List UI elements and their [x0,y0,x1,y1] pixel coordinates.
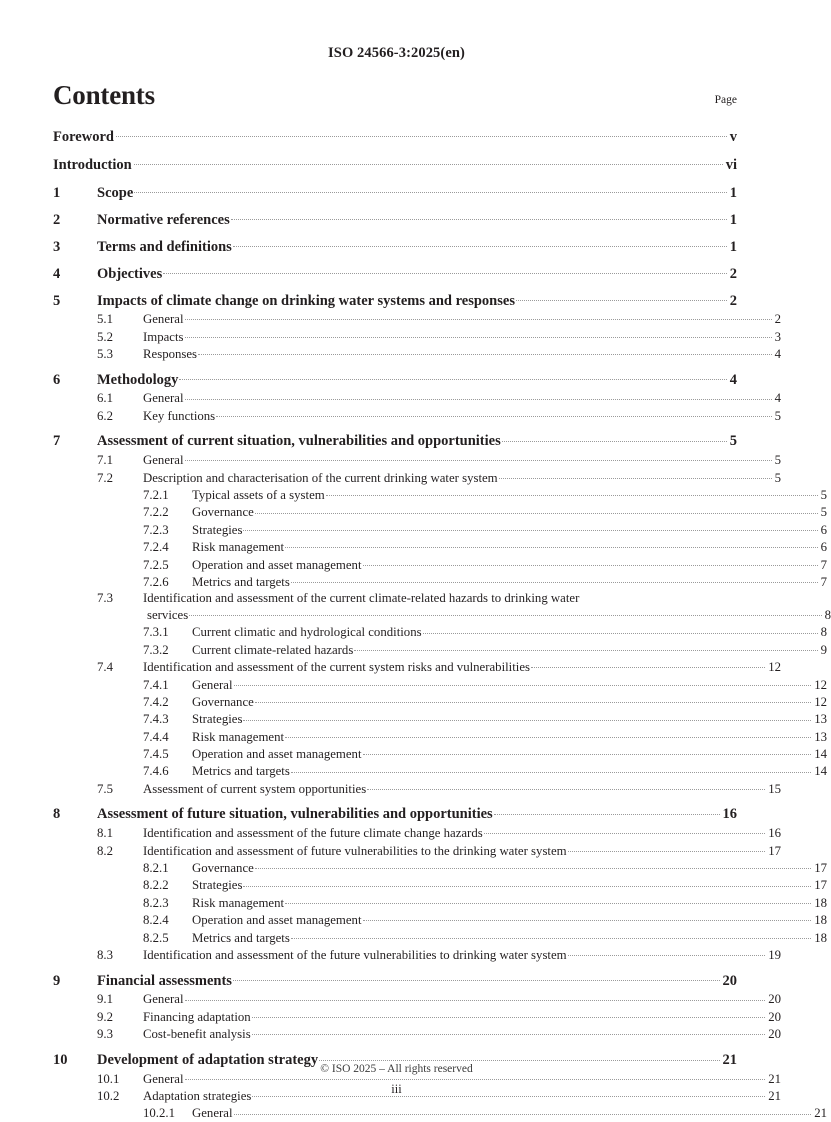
toc-leader-dots [484,824,766,837]
toc-entry-page: 5 [774,453,781,468]
toc-entry-label: Current climatic and hydrological conditions [192,625,422,640]
toc-leader-dots [363,911,812,924]
toc-entry-number: 8.2.2 [143,878,169,893]
toc-entry[interactable] [53,390,781,407]
toc-entry-label: Normative references [97,211,230,228]
toc-entry-page: 20 [768,1027,781,1042]
toc-entry-number: 4 [53,265,61,282]
toc-leader-dots [285,894,811,907]
toc-leader-dots [502,431,727,446]
toc-entry-number: 7.4.2 [143,694,169,709]
toc-leader-dots [285,538,818,551]
toc-entry[interactable] [53,431,737,452]
toc-leader-dots [367,780,765,793]
toc-entry-label: Strategies [192,522,243,537]
page-title: Contents [53,80,155,110]
toc-entry-label: Operation and asset management [192,747,362,762]
toc-leader-dots [499,469,772,482]
toc-entry-page: 21 [722,1051,737,1068]
toc-entry[interactable] [53,624,827,641]
toc-entry-number: 6.2 [97,408,113,423]
toc-leader-dots [116,126,727,141]
toc-entry-label: Financing adaptation [143,1009,251,1024]
toc-entry-page: 6 [820,522,827,537]
toc-entry-page: 7 [820,574,827,589]
toc-entry-number: 5.2 [97,329,113,344]
toc-entry[interactable] [53,469,781,486]
toc-entry-label: Risk management [192,540,285,555]
toc-entry-label: Key functions [143,408,216,423]
toc-entry-label: Foreword [53,128,114,145]
toc-entry-page: 16 [768,826,781,841]
toc-entry-label: Typical assets of a system [192,488,325,503]
toc-entry-label: Terms and definitions [97,238,232,255]
toc-entry-label: Operation and asset management [192,913,362,928]
toc-entry-number: 8 [53,806,61,823]
footer-copyright: © ISO 2025 – All rights reserved [320,1063,473,1075]
toc-entry-label: Methodology [97,371,179,388]
toc-entry-label: General [143,391,184,406]
toc-leader-dots [134,182,727,197]
toc-entry-label: Assessment of current situation, vulnerabilities and opportunities [97,433,501,450]
toc-entry-number: 7.2.1 [143,488,169,503]
toc-entry[interactable] [53,538,827,555]
toc-entry-page: 13 [814,712,827,727]
toc-entry-page: 17 [814,878,827,893]
toc-entry-page: 17 [814,861,827,876]
toc-entry-number: 7.2.4 [143,540,169,555]
toc-entry[interactable] [53,877,827,894]
toc-entry[interactable] [53,728,827,745]
toc-entry-page: 3 [774,329,781,344]
toc-entry-page: 21 [814,1106,827,1121]
toc-leader-dots [285,728,811,741]
toc-entry[interactable] [53,676,827,693]
toc-entry-page: 6 [820,540,827,555]
toc-entry-page: 2 [774,312,781,327]
contents-title-row [53,80,737,110]
toc-leader-dots [243,711,811,724]
toc-entry-page: 4 [729,371,737,388]
toc-entry-number: 8.2.5 [143,930,169,945]
toc-entry-page: 9 [820,642,827,657]
toc-entry[interactable] [53,894,827,911]
toc-leader-dots [291,573,818,586]
toc-entry[interactable] [53,451,781,468]
toc-entry-number: 6 [53,371,61,388]
toc-leader-dots [568,946,766,959]
toc-leader-dots [255,859,811,872]
toc-entry-page: 5 [729,433,737,450]
table-of-contents [53,126,831,1122]
toc-entry-label: Metrics and targets [192,574,290,589]
toc-entry-page: 16 [722,806,737,823]
toc-entry-label: Objectives [97,265,163,282]
toc-entry-page: v [729,128,737,145]
toc-entry[interactable] [53,842,781,859]
toc-leader-dots [255,504,818,517]
toc-entry-label: Metrics and targets [192,764,290,779]
toc-entry-page: 4 [774,347,781,362]
toc-entry-page: 13 [814,729,827,744]
toc-entry-label: Adaptation strategies [143,1088,252,1103]
toc-entry-number: 3 [53,238,61,255]
toc-leader-dots [252,1025,766,1038]
toc-entry-label: Description and characterisation of the current drinking water system [143,470,498,485]
toc-entry-number: 9.2 [97,1009,113,1024]
toc-entry-label: General [143,312,184,327]
toc-entry-number: 7.3.1 [143,625,169,640]
toc-leader-dots [233,970,720,985]
toc-leader-dots [185,451,772,464]
toc-entry-number: 7.2.2 [143,505,169,520]
toc-entry-page: 5 [774,470,781,485]
toc-entry-label: General [143,1071,184,1086]
toc-leader-dots [185,311,772,324]
toc-entry[interactable] [53,573,827,590]
toc-entry-number: 10.1 [97,1071,120,1086]
toc-entry-page: 19 [768,948,781,962]
toc-leader-dots [198,345,772,358]
toc-entry[interactable] [53,745,827,762]
toc-entry-number: 7.5 [97,781,113,796]
toc-entry-label: General [192,1106,233,1121]
page-column-label: Page [714,94,737,106]
footer-page-number: iii [391,1082,402,1096]
toc-entry-label: Impacts of climate change on drinking water systems and responses [97,292,515,309]
toc-entry-number: 8.2.1 [143,861,169,876]
toc-entry-label: Strategies [192,712,243,727]
toc-entry-number: 9.1 [97,992,113,1007]
toc-entry-page: 7 [820,557,827,572]
toc-entry-label: Identification and assessment of the current system risks and vulnerabilities [143,660,531,675]
toc-entry-number: 10.2 [97,1088,120,1103]
toc-entry-number: 8.2.3 [143,895,169,910]
toc-leader-dots [189,606,821,619]
toc-entry[interactable] [53,641,827,658]
toc-entry-number: 5.3 [97,347,113,362]
toc-entry[interactable] [53,407,781,424]
toc-entry-page: vi [725,156,737,173]
toc-entry-page: 12 [814,677,827,692]
toc-entry-number: 7.4.4 [143,729,169,744]
toc-entry[interactable] [53,991,781,1008]
toc-entry[interactable] [53,126,737,148]
toc-entry[interactable] [53,311,781,328]
toc-entry-page: 5 [820,505,827,520]
toc-entry-number: 7.2 [97,470,113,485]
toc-entry-page: 5 [820,488,827,503]
toc-leader-dots [531,658,765,671]
toc-entry-label: Identification and assessment of the current climate-related hazards to drinking water [143,590,580,605]
toc-entry-label: Introduction [53,156,132,173]
toc-entry-number: 10 [53,1051,68,1068]
toc-leader-dots [319,1049,719,1064]
document-header-id: ISO 24566-3:2025(en) [328,45,465,61]
toc-entry-label: Metrics and targets [192,930,290,945]
toc-entry[interactable] [53,290,737,311]
toc-entry-number: 7.2.5 [143,557,169,572]
toc-entry-number: 7.3.2 [143,642,169,657]
toc-entry-page: 1 [729,211,737,228]
toc-entry-label: Current climate-related hazards [192,642,354,657]
toc-entry-number: 9.3 [97,1027,113,1042]
toc-entry-label: Identification and assessment of the future vulnerabilities to drinking water system [143,948,567,962]
toc-entry-number: 7.2.3 [143,522,169,537]
toc-leader-dots [216,407,771,420]
toc-entry-number: 10.2.1 [143,1106,175,1121]
toc-entry-page: 14 [814,764,827,779]
toc-leader-dots [363,745,812,758]
toc-leader-dots [234,1105,812,1118]
toc-leader-dots [494,804,720,819]
toc-entry[interactable] [53,859,827,876]
toc-entry-number: 7.1 [97,453,113,468]
toc-entry-page: 2 [729,265,737,282]
toc-entry-number: 5.1 [97,312,113,327]
toc-entry-label: General [143,453,184,468]
toc-entry[interactable] [53,780,781,797]
toc-entry-page: 5 [774,408,781,423]
toc-entry[interactable] [53,824,781,841]
toc-entry[interactable] [53,1025,781,1042]
toc-leader-dots [234,676,812,689]
toc-leader-dots [243,521,817,534]
toc-leader-dots [326,486,818,499]
toc-entry[interactable] [53,911,827,928]
toc-entry-page: 8 [824,607,831,622]
toc-entry-number: 2 [53,211,61,228]
toc-entry[interactable] [53,486,827,503]
toc-entry[interactable] [53,556,827,573]
toc-leader-dots [423,624,818,637]
toc-entry-page: 20 [722,972,737,989]
toc-leader-dots [163,263,727,278]
toc-entry-page: 17 [768,843,781,858]
toc-entry-number: 1 [53,184,61,201]
toc-entry-label: General [143,992,184,1007]
toc-leader-dots [134,154,723,169]
toc-entry[interactable] [53,209,737,230]
toc-entry-number: 7.4.6 [143,764,169,779]
toc-leader-dots [185,390,772,403]
toc-leader-dots [255,693,811,706]
toc-entry-number: 7.4 [97,660,113,675]
toc-entry-page: 21 [768,1071,781,1086]
toc-entry-page: 1 [729,238,737,255]
toc-entry-number: 7.4.1 [143,677,169,692]
toc-entry-page: 18 [814,930,827,945]
toc-entry-number: 7.4.5 [143,747,169,762]
toc-leader-dots [231,209,727,224]
toc-entry-label: Governance [192,505,254,520]
toc-entry-page: 20 [768,992,781,1007]
toc-leader-dots [516,290,727,305]
toc-entry[interactable] [53,328,781,345]
toc-entry-number: 8.3 [97,948,113,962]
toc-leader-dots [252,1008,766,1021]
toc-entry[interactable] [53,521,827,538]
toc-entry-label: Identification and assessment of future vulnerabilities to the drinking water system [143,843,567,858]
toc-entry[interactable] [53,236,737,257]
toc-leader-dots [291,763,811,776]
toc-entry[interactable] [53,970,737,991]
toc-entry-label: Financial assessments [97,972,232,989]
toc-entry-number: 5 [53,292,61,309]
toc-entry[interactable] [53,804,737,825]
toc-entry[interactable] [53,763,827,780]
toc-entry-label: Governance [192,694,254,709]
toc-entry-number: 8.2 [97,843,113,858]
toc-entry[interactable] [53,590,831,624]
toc-leader-dots [291,929,811,942]
toc-entry-label: Assessment of current system opportunities [143,781,367,796]
toc-entry-number: 9 [53,972,61,989]
toc-entry[interactable] [53,946,781,963]
toc-entry-label: General [192,677,233,692]
toc-entry[interactable] [53,1105,827,1122]
toc-leader-dots [363,556,818,569]
toc-leader-dots [185,991,766,1004]
toc-entry-page: 12 [768,660,781,675]
toc-entry-number: 7.4.3 [143,712,169,727]
toc-entry-number: 6.1 [97,391,113,406]
toc-entry-label: Responses [143,347,198,362]
toc-entry-number: 8.2.4 [143,913,169,928]
toc-entry[interactable] [53,154,737,176]
toc-entry-page: 14 [814,747,827,762]
toc-entry-label: Operation and asset management [192,557,362,572]
toc-leader-dots [354,641,817,654]
toc-entry-page: 15 [768,781,781,796]
toc-entry-label: Strategies [192,878,243,893]
toc-entry[interactable] [53,711,827,728]
toc-entry-label: Impacts [143,329,184,344]
toc-leader-dots [179,369,726,384]
toc-entry[interactable] [53,369,737,390]
toc-entry-page: 21 [768,1088,781,1103]
toc-entry-page: 20 [768,1009,781,1024]
toc-entry-label-continuation: services [147,607,189,622]
toc-entry-label: Cost-benefit analysis [143,1027,251,1042]
toc-entry-label: Risk management [192,895,285,910]
toc-entry[interactable] [53,658,781,675]
toc-entry-number: 7.2.6 [143,574,169,589]
toc-entry-number: 8.1 [97,826,113,841]
toc-entry-label: Assessment of future situation, vulnerabilities and opportunities [97,806,493,823]
toc-entry[interactable] [53,263,737,284]
toc-entry[interactable] [53,182,737,203]
toc-entry-label: Identification and assessment of the future climate change hazards [143,826,483,841]
toc-entry-page: 2 [729,292,737,309]
toc-entry[interactable] [53,504,827,521]
toc-entry-page: 8 [820,625,827,640]
toc-entry-label: Development of adaptation strategy [97,1051,319,1068]
toc-entry-number: 7.3 [97,590,113,605]
toc-entry-page: 1 [729,184,737,201]
toc-entry-label: Scope [97,184,134,201]
toc-entry-label: Risk management [192,729,285,744]
toc-leader-dots [233,236,727,251]
toc-entry[interactable] [53,1008,781,1025]
toc-entry-number: 7 [53,433,61,450]
toc-entry-page: 4 [774,391,781,406]
toc-entry-page: 18 [814,913,827,928]
toc-entry-label: Governance [192,861,254,876]
toc-entry-page: 12 [814,694,827,709]
toc-leader-dots [243,877,811,890]
toc-entry[interactable] [53,345,781,362]
toc-leader-dots [185,328,772,341]
toc-entry-page: 18 [814,895,827,910]
toc-entry[interactable] [53,693,827,710]
toc-entry[interactable] [53,929,827,946]
toc-leader-dots [568,842,766,855]
